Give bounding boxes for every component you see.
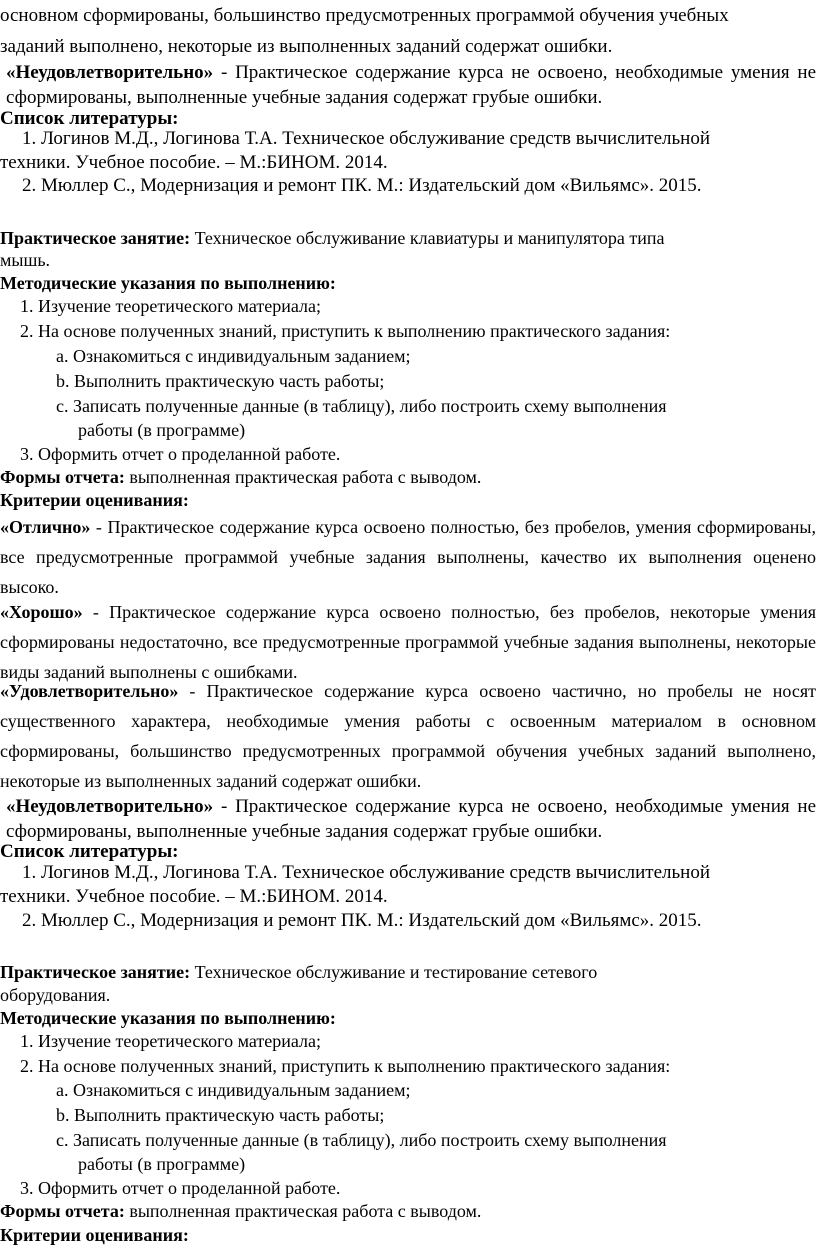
step-3-text: 3. Оформить отчет о проделанной работе.: [20, 444, 341, 464]
grade-unsatisfactory-label: «Неудовлетворительно»: [6, 62, 214, 83]
step-2c-text: c. Записать полученные данные (в таблицу), либо построить схему выполнения: [56, 396, 667, 416]
top-fragment-line-2: [0, 31, 816, 62]
grade-excellent-label: «Отлично»: [0, 517, 91, 537]
step-2c-continued: [0, 418, 816, 442]
grade-unsatisfactory-paragraph: [0, 60, 816, 110]
top-fragment-text-2: заданий выполнено, некоторые из выполненных заданий содержат ошибки.: [0, 36, 613, 57]
step-2c-b: [0, 1128, 816, 1152]
grade-excellent-text: - Практическое содержание курса освоено полностью, без пробелов, умения сформированы, все предусмотренные программой учебные задания выполнены, качество их выполнения оценено высоко.: [0, 517, 816, 597]
step-2-b-text: 2. На основе полученных знаний, приступить к выполнению практического задания:: [20, 1056, 671, 1076]
literature-item-1-b-continued: [0, 885, 816, 909]
literature-item-1-b-cont-text: техники. Учебное пособие. – М.:БИНОМ. 2014.: [0, 886, 388, 907]
lesson-2-title-line-2: [0, 984, 816, 1007]
grade-unsatisfactory-paragraph-2: [0, 794, 816, 844]
report-form-label: Формы отчета:: [0, 467, 125, 487]
step-2b-b: [0, 1103, 816, 1127]
grade-satisfactory-paragraph: [0, 676, 816, 796]
step-2-b: [0, 1054, 816, 1078]
step-1-b: [0, 1029, 816, 1053]
top-fragment-line-1: [0, 0, 816, 31]
literature-item-2-b: [0, 909, 816, 933]
step-2a-b-text: a. Ознакомиться с индивидуальным заданием;: [56, 1080, 411, 1100]
literature-heading-text: Список литературы:: [0, 108, 179, 129]
step-2b-text: b. Выполнить практическую часть работы;: [56, 371, 385, 391]
step-3-b-text: 3. Оформить отчет о проделанной работе.: [20, 1178, 341, 1198]
step-2b-b-text: b. Выполнить практическую часть работы;: [56, 1105, 385, 1125]
grade-satisfactory-text: - Практическое содержание курса освоено частично, но пробелы не носят существенного характера, необходимые умения работы с освоенным материалом в основном сформированы, большинство предусмотренных программой обучения учебных заданий выполнено, некоторые из выполненных заданий содержат ошибки.: [0, 681, 816, 791]
report-form: [0, 466, 816, 489]
step-2c-cont-text: работы (в программе): [78, 420, 246, 440]
lesson-label: Практическое занятие:: [0, 228, 191, 248]
step-2b: [0, 369, 816, 393]
lesson-2-title-line-1: [0, 961, 816, 984]
literature-item-2-b-text: 2. Мюллер С., Модернизация и ремонт ПК. М.: Издательский дом «Вильямс». 2015.: [22, 910, 702, 931]
criteria-heading-text: Критерии оценивания:: [0, 490, 189, 510]
literature-item-1-continued: [0, 151, 816, 175]
step-2a: [0, 344, 816, 368]
report-form-2-label: Формы отчета:: [0, 1201, 125, 1221]
step-2-text: 2. На основе полученных знаний, приступить к выполнению практического задания:: [20, 321, 671, 341]
grade-unsatisfactory-text: - Практическое содержание курса не освоено, необходимые умения не сформированы, выполненные учебные задания содержат грубые ошибки.: [6, 62, 816, 108]
criteria-heading: [0, 489, 816, 512]
report-form-text: выполненная практическая работа с выводом.: [124, 467, 482, 487]
grade-excellent-paragraph: [0, 512, 816, 602]
step-3: [0, 442, 816, 466]
literature-item-1-b-text: 1. Логинов М.Д., Логинова Т.А. Техническое обслуживание средств вычислительной: [22, 862, 711, 883]
report-form-2: [0, 1200, 816, 1223]
lesson-2-label: Практическое занятие:: [0, 962, 191, 982]
method-heading: [0, 272, 816, 295]
step-2c-b-continued: [0, 1152, 816, 1176]
method-heading-2-text: Методические указания по выполнению:: [0, 1008, 336, 1028]
report-form-2-text: выполненная практическая работа с выводом.: [124, 1201, 482, 1221]
grade-satisfactory-label: «Удовлетворительно»: [0, 681, 179, 701]
grade-good-paragraph: [0, 597, 816, 687]
grade-unsatisfactory-text-2: - Практическое содержание курса не освоено, необходимые умения не сформированы, выполненные учебные задания содержат грубые ошибки.: [6, 796, 816, 842]
literature-item-2-text: 2. Мюллер С., Модернизация и ремонт ПК. М.: Издательский дом «Вильямс». 2015.: [22, 175, 702, 196]
literature-item-1-b: [0, 861, 816, 885]
literature-item-1: [0, 127, 816, 151]
grade-good-label: «Хорошо»: [0, 602, 83, 622]
literature-heading-2: [0, 840, 816, 863]
grade-good-text: - Практическое содержание курса освоено полностью, без пробелов, некоторые умения сформированы недостаточно, все предусмотренные программой учебные задания выполнены, некоторые виды заданий выполнены с ошибками.: [0, 602, 816, 682]
step-2a-b: [0, 1078, 816, 1102]
criteria-heading-2: [0, 1224, 816, 1247]
literature-item-1-cont-text: техники. Учебное пособие. – М.:БИНОМ. 2014.: [0, 152, 388, 173]
lesson-title-text: Техническое обслуживание клавиатуры и манипулятора типа: [190, 228, 665, 248]
literature-item-1-text: 1. Логинов М.Д., Логинова Т.А. Техническое обслуживание средств вычислительной: [22, 128, 711, 149]
lesson-2-title-text: Техническое обслуживание и тестирование сетевого: [190, 962, 598, 982]
step-1-text: 1. Изучение теоретического материала;: [20, 296, 322, 316]
step-2c-b-text: c. Записать полученные данные (в таблицу), либо построить схему выполнения: [56, 1130, 667, 1150]
step-3-b: [0, 1176, 816, 1200]
method-heading-text: Методические указания по выполнению:: [0, 273, 336, 293]
grade-unsatisfactory-label-2: «Неудовлетворительно»: [6, 796, 214, 817]
lesson-2-title-text-2: оборудования.: [0, 985, 111, 1005]
literature-item-2: [0, 174, 816, 198]
criteria-heading-2-text: Критерии оценивания:: [0, 1225, 189, 1245]
step-2c: [0, 394, 816, 418]
step-2: [0, 319, 816, 343]
step-2a-text: a. Ознакомиться с индивидуальным заданием;: [56, 346, 411, 366]
top-fragment-text-1: основном сформированы, большинство предусмотренных программой обучения учебных: [0, 5, 729, 26]
step-1: [0, 294, 816, 318]
step-2c-b-cont-text: работы (в программе): [78, 1154, 246, 1174]
lesson-title-line-1: [0, 227, 816, 250]
step-1-b-text: 1. Изучение теоретического материала;: [20, 1031, 322, 1051]
method-heading-2: [0, 1007, 816, 1030]
lesson-title-text-2: мышь.: [0, 250, 51, 270]
literature-heading-text-2: Список литературы:: [0, 841, 179, 862]
lesson-title-line-2: [0, 249, 816, 272]
